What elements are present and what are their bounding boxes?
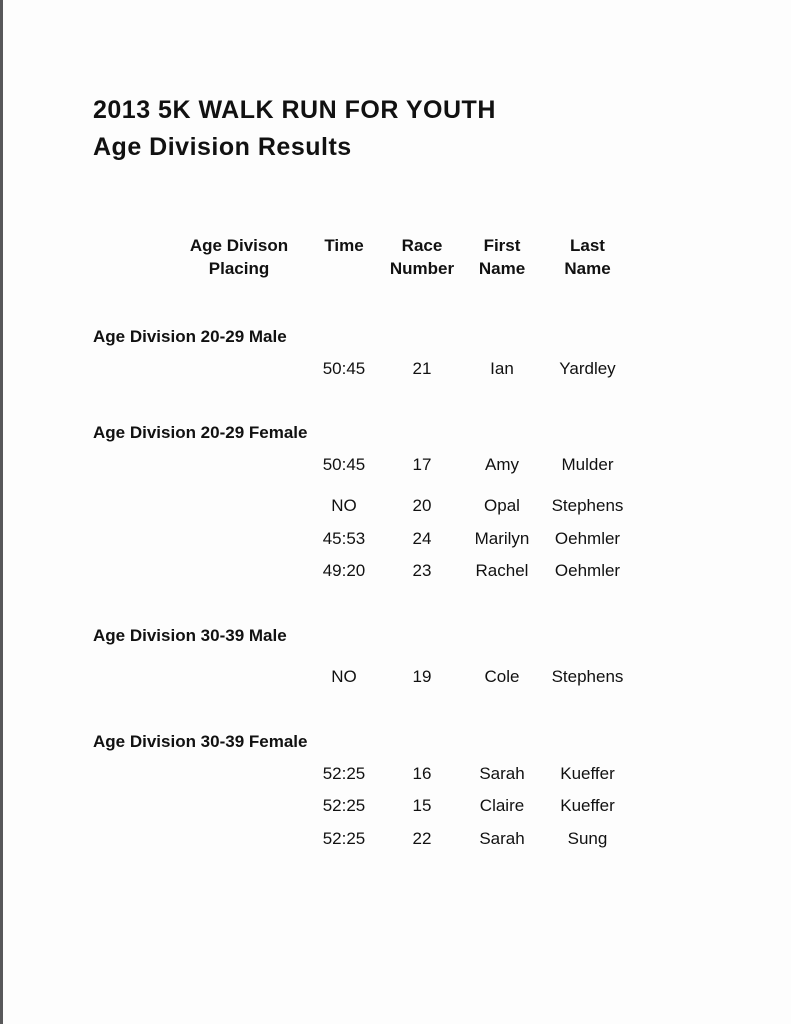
column-header-last-name: Last Name <box>564 236 611 278</box>
result-row <box>93 667 632 687</box>
time-cell: NO <box>331 496 357 515</box>
last-name-cell: Sung <box>567 829 608 848</box>
first-name-cell: Opal <box>484 496 520 515</box>
result-row <box>93 561 632 581</box>
race-number-cell: 20 <box>412 496 432 515</box>
result-row <box>93 529 632 549</box>
title-block <box>93 92 496 166</box>
race-number-cell: 22 <box>412 829 432 848</box>
placing-cell <box>93 667 305 687</box>
placing-cell <box>93 529 305 549</box>
table-header-row <box>93 234 632 280</box>
race-number-cell: 19 <box>412 667 432 686</box>
scan-edge-artifact <box>0 0 3 1024</box>
placing-cell <box>93 496 305 516</box>
result-row <box>93 455 632 475</box>
time-cell: 52:25 <box>322 829 366 848</box>
race-number-cell: 16 <box>412 764 432 783</box>
race-number-cell: 23 <box>412 561 432 580</box>
race-number-cell: 15 <box>412 796 432 815</box>
placing-cell <box>93 561 305 581</box>
race-number-cell: 24 <box>412 529 432 548</box>
placing-cell <box>93 796 305 816</box>
result-row <box>93 796 632 816</box>
column-header-race-number: Race Number <box>389 236 455 278</box>
last-name-cell: Kueffer <box>560 796 615 815</box>
first-name-cell: Cole <box>484 667 520 686</box>
result-row <box>93 764 632 784</box>
result-row <box>93 496 632 516</box>
last-name-cell: Yardley <box>559 359 616 378</box>
race-number-cell: 21 <box>412 359 432 378</box>
column-header-age-division-placing: Age Divison Placing <box>189 236 289 278</box>
placing-cell <box>93 359 305 379</box>
first-name-cell: Sarah <box>479 764 525 783</box>
first-name-cell: Ian <box>490 359 514 378</box>
placing-cell <box>93 764 305 784</box>
page-subtitle: Age Division Results <box>93 133 352 161</box>
last-name-cell: Mulder <box>561 455 614 474</box>
column-header-time: Time <box>324 236 364 255</box>
time-cell: 45:53 <box>322 529 366 548</box>
placing-cell <box>93 455 305 475</box>
first-name-cell: Rachel <box>475 561 529 580</box>
last-name-cell: Oehmler <box>554 561 621 580</box>
page-title: 2013 5K WALK RUN FOR YOUTH <box>93 96 496 124</box>
section-heading-30-39-male: Age Division 30-39 Male <box>93 626 287 645</box>
last-name-cell: Oehmler <box>554 529 621 548</box>
section-heading-20-29-female: Age Division 20-29 Female <box>93 423 308 442</box>
first-name-cell: Sarah <box>479 829 525 848</box>
first-name-cell: Claire <box>479 796 525 815</box>
time-cell: 50:45 <box>322 455 366 474</box>
time-cell: NO <box>331 667 357 686</box>
time-cell: 50:45 <box>322 359 366 378</box>
last-name-cell: Kueffer <box>560 764 615 783</box>
race-number-cell: 17 <box>412 455 432 474</box>
first-name-cell: Amy <box>485 455 519 474</box>
time-cell: 52:25 <box>322 796 366 815</box>
result-row <box>93 359 632 379</box>
time-cell: 49:20 <box>322 561 366 580</box>
time-cell: 52:25 <box>322 764 366 783</box>
last-name-cell: Stephens <box>551 496 624 515</box>
section-heading-20-29-male: Age Division 20-29 Male <box>93 327 287 346</box>
first-name-cell: Marilyn <box>474 529 530 548</box>
column-header-first-name: First Name <box>478 236 526 278</box>
result-row <box>93 829 632 849</box>
last-name-cell: Stephens <box>551 667 624 686</box>
placing-cell <box>93 829 305 849</box>
section-heading-30-39-female: Age Division 30-39 Female <box>93 732 308 751</box>
